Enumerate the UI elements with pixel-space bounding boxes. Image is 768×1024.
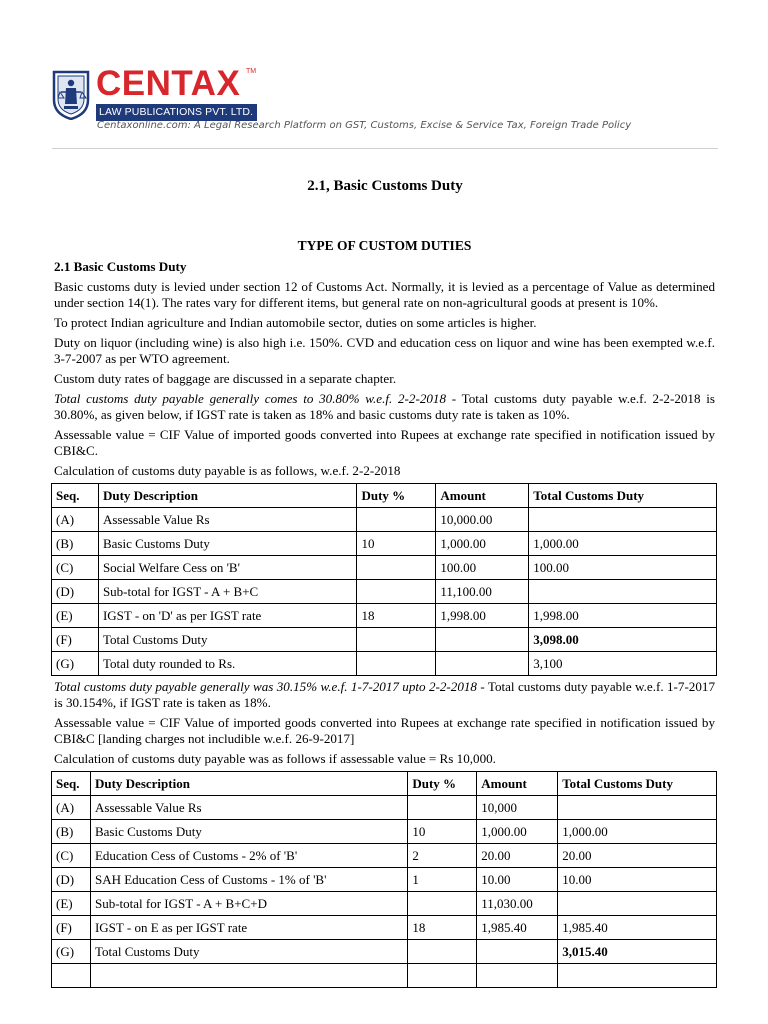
cell-total: 3,015.40: [558, 940, 717, 964]
brand-name: CENTAX: [96, 64, 241, 103]
cell-description: Sub-total for IGST - A + B+C+D: [90, 892, 407, 916]
cell-amount: [477, 964, 558, 988]
cell-seq: (C): [52, 844, 91, 868]
cell-description: Total Customs Duty: [90, 940, 407, 964]
cell-total: 1,000.00: [529, 532, 717, 556]
cell-amount: 20.00: [477, 844, 558, 868]
cell-amount: [436, 652, 529, 676]
table-row: [52, 628, 717, 652]
col-header-duty-percent: Duty %: [357, 484, 436, 508]
table-header-row: [52, 772, 717, 796]
paragraph-6: Assessable value = CIF Value of imported goods converted into Rupees at exchange rate specified in notification issued by CBI&C.: [54, 427, 715, 458]
cell-seq: (B): [52, 820, 91, 844]
cell-amount: 1,000.00: [436, 532, 529, 556]
cell-duty-percent: [357, 556, 436, 580]
col-header-duty-percent: Duty %: [408, 772, 477, 796]
table-row: [52, 844, 717, 868]
cell-amount: 11,100.00: [436, 580, 529, 604]
cell-seq: (E): [52, 604, 99, 628]
col-header-seq: Seq.: [52, 772, 91, 796]
table-row: [52, 964, 717, 988]
paragraph-10: Calculation of customs duty payable was as follows if assessable value = Rs 10,000.: [54, 751, 496, 766]
table-row: [52, 940, 717, 964]
cell-description: [90, 964, 407, 988]
cell-description: Assessable Value Rs: [90, 796, 407, 820]
table-header-row: [52, 484, 717, 508]
col-header-total: Total Customs Duty: [558, 772, 717, 796]
cell-seq: (E): [52, 892, 91, 916]
col-header-amount: Amount: [477, 772, 558, 796]
table-row: [52, 556, 717, 580]
cell-seq: (F): [52, 628, 99, 652]
cell-total: [558, 796, 717, 820]
paragraph-3: Duty on liquor (including wine) is also high i.e. 150%. CVD and education cess on liquor and wine has been exempted w.e.f. 3-7-2007 as per WTO agreement.: [54, 335, 715, 366]
table-row: [52, 820, 717, 844]
cell-duty-percent: [408, 892, 477, 916]
cell-duty-percent: 10: [408, 820, 477, 844]
centax-emblem-icon: [52, 70, 90, 120]
cell-description: IGST - on E as per IGST rate: [90, 916, 407, 940]
col-header-total: Total Customs Duty: [529, 484, 717, 508]
cell-seq: (G): [52, 940, 91, 964]
duty-table-2017: [51, 771, 717, 988]
cell-description: Basic Customs Duty: [98, 532, 357, 556]
cell-amount: 10,000: [477, 796, 558, 820]
cell-description: Social Welfare Cess on 'B': [98, 556, 357, 580]
cell-seq: (C): [52, 556, 99, 580]
paragraph-8: [54, 679, 715, 711]
paragraph-9: Assessable value = CIF Value of imported goods converted into Rupees at exchange rate specified in notification issued by CBI&C [landing charges not includible w.e.f. 26-9-2017]: [54, 715, 715, 746]
subsection-heading: 2.1 Basic Customs Duty: [54, 259, 187, 274]
cell-duty-percent: 10: [357, 532, 436, 556]
cell-amount: 1,985.40: [477, 916, 558, 940]
cell-total: 3,098.00: [529, 628, 717, 652]
cell-total: 3,100: [529, 652, 717, 676]
header-divider: [52, 148, 718, 149]
cell-description: IGST - on 'D' as per IGST rate: [98, 604, 357, 628]
col-header-amount: Amount: [436, 484, 529, 508]
cell-seq: (D): [52, 868, 91, 892]
cell-amount: 1,000.00: [477, 820, 558, 844]
cell-amount: 11,030.00: [477, 892, 558, 916]
cell-seq: (A): [52, 508, 99, 532]
cell-description: Education Cess of Customs - 2% of 'B': [90, 844, 407, 868]
table-row: [52, 508, 717, 532]
cell-duty-percent: [408, 796, 477, 820]
cell-seq: (B): [52, 532, 99, 556]
cell-description: Basic Customs Duty: [90, 820, 407, 844]
cell-duty-percent: [357, 508, 436, 532]
table-row: [52, 604, 717, 628]
paragraph-5-italic: Total customs duty payable generally comes to 30.80% w.e.f. 2-2-2018: [54, 391, 447, 406]
cell-description: Sub-total for IGST - A + B+C: [98, 580, 357, 604]
cell-seq: (G): [52, 652, 99, 676]
table-row: [52, 652, 717, 676]
paragraph-8-rest: - Total customs duty payable w.e.f. 1-7-2017 is 30.154%, if IGST rate is taken as 18%.: [54, 679, 715, 710]
cell-duty-percent: [357, 628, 436, 652]
duty-table-2018: [51, 483, 717, 676]
paragraph-7: Calculation of customs duty payable is as follows, w.e.f. 2-2-2018: [54, 463, 401, 478]
cell-amount: 100.00: [436, 556, 529, 580]
cell-duty-percent: [408, 964, 477, 988]
cell-duty-percent: 18: [408, 916, 477, 940]
brand-block: [96, 66, 257, 121]
section-heading: TYPE OF CUSTOM DUTIES: [297, 238, 472, 253]
cell-description: SAH Education Cess of Customs - 1% of 'B': [90, 868, 407, 892]
document-body: [54, 238, 715, 991]
cell-duty-percent: [408, 940, 477, 964]
cell-duty-percent: 2: [408, 844, 477, 868]
cell-duty-percent: 18: [357, 604, 436, 628]
col-header-description: Duty Description: [98, 484, 357, 508]
col-header-description: Duty Description: [90, 772, 407, 796]
table-row: [52, 532, 717, 556]
cell-total: 1,985.40: [558, 916, 717, 940]
page-header: [52, 66, 718, 136]
table-row: [52, 868, 717, 892]
page-title: 2.1, Basic Customs Duty: [307, 178, 463, 194]
cell-total: [558, 892, 717, 916]
cell-duty-percent: [357, 580, 436, 604]
cell-description: Total Customs Duty: [98, 628, 357, 652]
cell-seq: (D): [52, 580, 99, 604]
cell-total: [558, 964, 717, 988]
cell-duty-percent: 1: [408, 868, 477, 892]
paragraph-5: [54, 391, 715, 423]
col-header-seq: Seq.: [52, 484, 99, 508]
cell-seq: (A): [52, 796, 91, 820]
cell-seq: [52, 964, 91, 988]
cell-amount: 10,000.00: [436, 508, 529, 532]
cell-seq: (F): [52, 916, 91, 940]
cell-description: Assessable Value Rs: [98, 508, 357, 532]
cell-total: 1,998.00: [529, 604, 717, 628]
cell-amount: [436, 628, 529, 652]
paragraph-4: Custom duty rates of baggage are discussed in a separate chapter.: [54, 371, 397, 386]
paragraph-8-italic: Total customs duty payable generally was 30.15% w.e.f. 1-7-2017 upto 2-2-2018: [54, 679, 477, 694]
cell-amount: 10.00: [477, 868, 558, 892]
paragraph-1: Basic customs duty is levied under section 12 of Customs Act. Normally, it is levied as a percentage of Value as determined under section 14(1). The rates vary for different items, but general rate on non-agricultural goods at present is 10%.: [54, 279, 715, 310]
cell-total: 1,000.00: [558, 820, 717, 844]
table-row: [52, 580, 717, 604]
cell-description: Total duty rounded to Rs.: [98, 652, 357, 676]
brand-trademark: TM: [246, 68, 257, 75]
paragraph-5-rest: - Total customs duty payable w.e.f. 2-2-2018 is 30.80%, as given below, if IGST rate is taken as 18% and basic customs duty rate is taken as 10%.: [54, 391, 715, 422]
table-row: [52, 796, 717, 820]
cell-duty-percent: [357, 652, 436, 676]
cell-amount: 1,998.00: [436, 604, 529, 628]
cell-total: 10.00: [558, 868, 717, 892]
cell-total: 20.00: [558, 844, 717, 868]
cell-amount: [477, 940, 558, 964]
brand-subtitle: LAW PUBLICATIONS PVT. LTD.: [96, 104, 257, 121]
table-row: [52, 916, 717, 940]
table-row: [52, 892, 717, 916]
cell-total: 100.00: [529, 556, 717, 580]
tagline: Centaxonline.com: A Legal Research Platform on GST, Customs, Excise & Service Tax, Foreign Trade Policy: [97, 120, 632, 131]
cell-total: [529, 508, 717, 532]
paragraph-2: To protect Indian agriculture and Indian automobile sector, duties on some articles is higher.: [54, 315, 537, 330]
cell-total: [529, 580, 717, 604]
